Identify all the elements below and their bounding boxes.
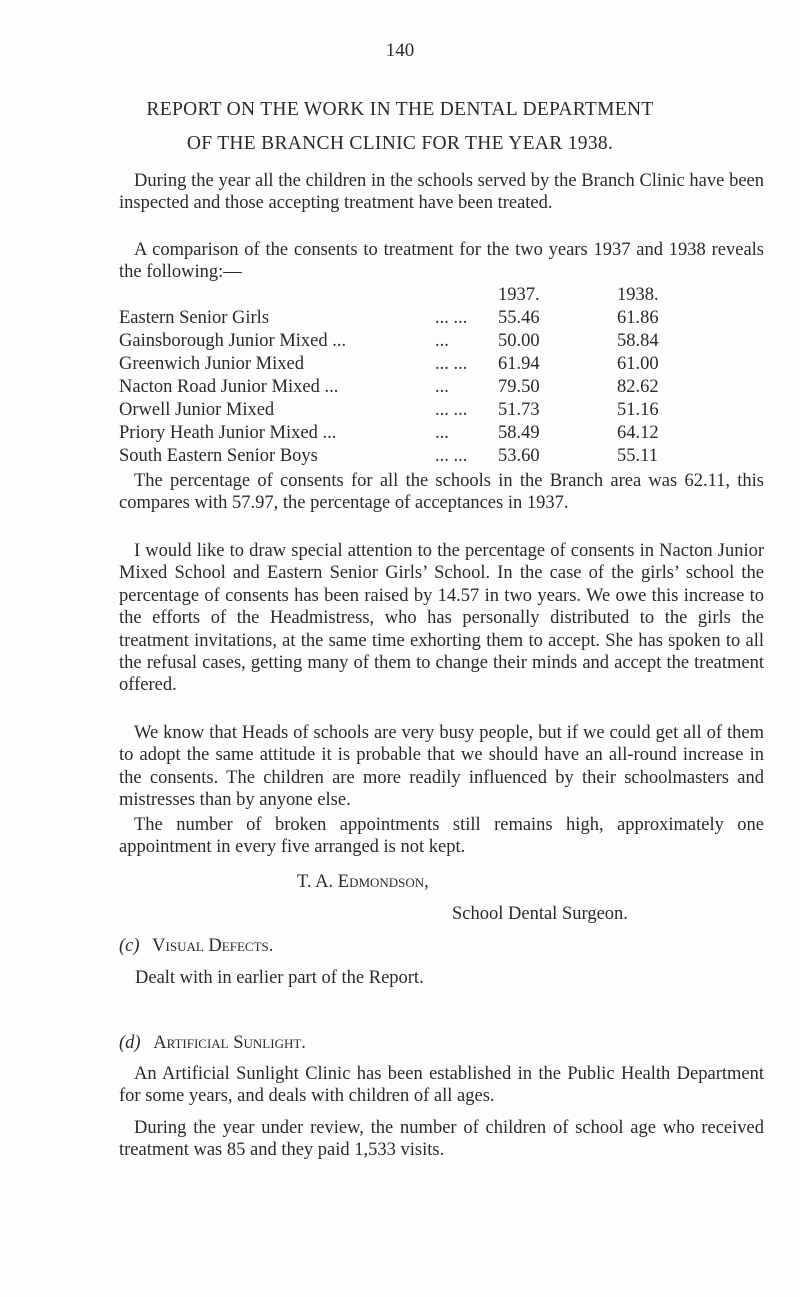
leader-dots: ... ... (435, 400, 468, 420)
school-name: Nacton Road Junior Mixed ... (119, 377, 339, 397)
table-row (119, 400, 769, 422)
value-1938: 61.00 (617, 354, 659, 374)
value-1937: 50.00 (498, 331, 540, 351)
attention-paragraph: I would like to draw special attention to the percentage of consents in Nacton Junior Mixed School and Eastern Senior Girls’ School. In the case of the girls’ school the percentage of consents has been raised by 14.57 in two years. We owe this increase to the efforts of the Headmistress, who has personally distributed to the girls the treatment invitations, at the same time exhorting them to accept. She has spoken to all the refusal cases, getting many of them to change their minds and accept the treatment offered. (119, 541, 764, 696)
report-title-line-2: OF THE BRANCH CLINIC FOR THE YEAR 1938. (186, 133, 614, 154)
section-d-paragraph-2: During the year under review, the number of children of school age who received treatment was 85 and they paid 1,533 visits. (119, 1118, 764, 1161)
value-1938: 82.62 (617, 377, 659, 397)
section-d-paragraph-1: An Artificial Sunlight Clinic has been established in the Public Health Department for some years, and deals with children of all ages. (119, 1064, 764, 1107)
value-1938: 64.12 (617, 423, 659, 443)
table-row (119, 446, 769, 468)
school-name: Greenwich Junior Mixed (119, 354, 304, 374)
school-name: South Eastern Senior Boys (119, 446, 318, 466)
value-1938: 51.16 (617, 400, 659, 420)
leader-dots: ... (435, 423, 449, 443)
value-1938: 55.11 (617, 446, 658, 466)
leader-dots: ... (435, 331, 449, 351)
value-1937: 58.49 (498, 423, 540, 443)
table-row (119, 423, 769, 445)
heads-paragraph: We know that Heads of schools are very busy people, but if we could get all of them to adopt the same attitude it is probable that we should have an all-round increase in the consents. The children are more readily influenced by their schoolmasters and mistresses than by anyone else. (119, 723, 764, 811)
school-name: Orwell Junior Mixed (119, 400, 275, 420)
section-c-label: (c) (119, 936, 140, 956)
broken-appointments-paragraph: The number of broken appointments still remains high, approximately one appointment in every five arranged is not kept. (119, 815, 764, 858)
section-d-label: (d) (119, 1033, 141, 1053)
value-1937: 79.50 (498, 377, 540, 397)
section-c-text: Dealt with in earlier part of the Report. (135, 968, 424, 988)
table-row (119, 377, 769, 399)
table-header-row (119, 285, 769, 307)
intro-paragraph: During the year all the children in the schools served by the Branch Clinic have been inspected and those accepting treatment have been treated. (119, 171, 764, 214)
school-name: Priory Heath Junior Mixed ... (119, 423, 337, 443)
value-1937: 53.60 (498, 446, 540, 466)
leader-dots: ... (435, 377, 449, 397)
table-row (119, 308, 769, 330)
table-row (119, 354, 769, 376)
comparison-intro-paragraph: A comparison of the consents to treatment for the two years 1937 and 1938 reveals the following:— (119, 240, 764, 283)
leader-dots: ... ... (435, 354, 468, 374)
column-header-1938: 1938. (617, 285, 659, 305)
report-title (0, 93, 800, 161)
signature-name: T. A. Edmondson, (297, 872, 429, 892)
school-name: Eastern Senior Girls (119, 308, 270, 328)
section-d-title: Artificial Sunlight. (153, 1033, 306, 1053)
leader-dots: ... ... (435, 308, 468, 328)
value-1938: 58.84 (617, 331, 659, 351)
section-c-title: Visual Defects. (152, 936, 274, 956)
page-number: 140 (385, 40, 415, 61)
signature-role: School Dental Surgeon. (452, 904, 628, 924)
school-name: Gainsborough Junior Mixed ... (119, 331, 347, 351)
value-1937: 61.94 (498, 354, 540, 374)
value-1938: 61.86 (617, 308, 659, 328)
column-header-1937: 1937. (498, 285, 540, 305)
table-row (119, 331, 769, 353)
report-title-line-1: REPORT ON THE WORK IN THE DENTAL DEPARTMENT (146, 99, 654, 120)
leader-dots: ... ... (435, 446, 468, 466)
section-c-heading (119, 936, 273, 957)
value-1937: 51.73 (498, 400, 540, 420)
section-d-heading (119, 1033, 306, 1054)
percentage-paragraph: The percentage of consents for all the schools in the Branch area was 62.11, this compares with 57.97, the percentage of acceptances in 1937. (119, 471, 764, 514)
value-1937: 55.46 (498, 308, 540, 328)
